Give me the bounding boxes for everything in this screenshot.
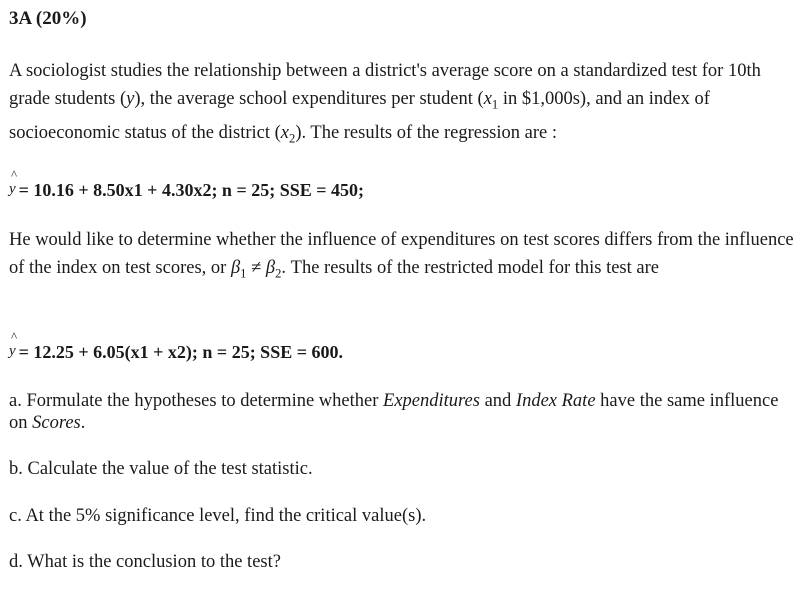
beta-2-sub: 2 — [275, 266, 282, 281]
restricted-equation-text: = 12.25 + 6.05(x1 + x2); n = 25; SSE = 600. — [18, 342, 343, 362]
problem-description — [9, 57, 794, 152]
hat-mark: ^ — [11, 167, 18, 182]
beta-1-sub: 1 — [240, 266, 247, 281]
beta-2: β — [265, 258, 276, 278]
not-equal-sign: ≠ — [246, 258, 266, 278]
var-x2-sub: 2 — [289, 131, 296, 146]
var-y: y — [126, 89, 135, 109]
restricted-model-description — [9, 226, 794, 288]
restricted-text-1: He would like to determine whether the influence of expenditures on test scores differs from the influence of the index on test scores, or — [9, 230, 794, 278]
var-x1-sub: 1 — [491, 97, 499, 112]
hat-mark: ^ — [11, 329, 18, 344]
question-a: a. Formulate the hypotheses to determine whether Expenditures and Index Rate have the same influence on Scores. — [9, 391, 779, 433]
beta-1: β — [230, 258, 241, 278]
intro-text-3: in $1,000s), and an index of socioeconomic status of the district ( — [9, 89, 710, 143]
question-c: c. At the 5% significance level, find the critical value(s). — [9, 506, 427, 526]
full-regression-equation — [9, 167, 364, 201]
restricted-regression-equation — [9, 329, 343, 363]
term-scores: Scores — [32, 413, 81, 433]
intro-text-4: ). The results of the regression are : — [295, 122, 557, 143]
y-hat-symbol: ^ y — [9, 167, 18, 197]
y-hat-symbol: ^ y — [9, 329, 18, 359]
var-x1: x — [483, 89, 492, 109]
question-d: d. What is the conclusion to the test? — [9, 552, 281, 572]
restricted-text-2: . The results of the restricted model for this test are — [281, 258, 659, 278]
term-expenditures: Expenditures — [383, 391, 480, 411]
var-x2: x — [280, 122, 290, 143]
question-b: b. Calculate the value of the test statistic. — [9, 459, 313, 479]
intro-text-2: ), the average school expenditures per student ( — [134, 89, 484, 109]
question-heading: 3A (20%) — [9, 8, 87, 29]
intro-text-1: A sociologist studies the relationship between a district's average score on a standardized test for 10th grade students ( — [9, 61, 761, 109]
term-index-rate: Index Rate — [515, 391, 596, 411]
full-equation-text: = 10.16 + 8.50x1 + 4.30x2; n = 25; SSE = 450; — [18, 180, 364, 200]
